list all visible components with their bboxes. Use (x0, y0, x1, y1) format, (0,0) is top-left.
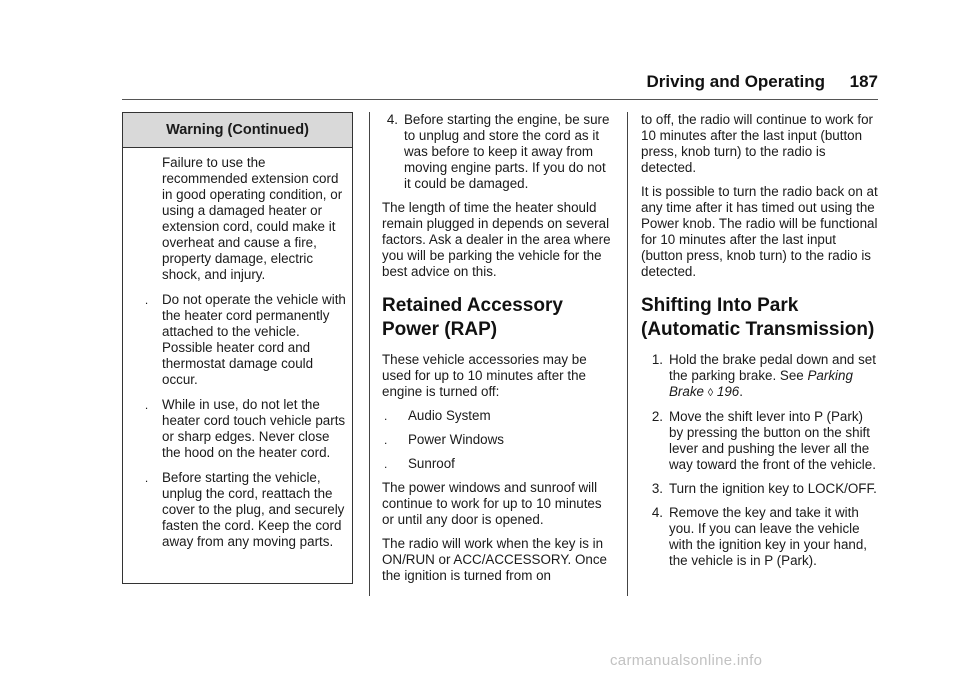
step-text: Before starting the engine, be sure to unplug and store the cord as it was before to keep it away from moving engine parts. If you do not it could be damaged. (404, 112, 610, 191)
park-step (633, 409, 879, 473)
rap-list-item (382, 408, 614, 424)
warning-bullet-text: Before starting the vehicle, unplug the cord, reattach the cover to the plug, and securely fasten the cord. Keep the cord away from any moving parts. (162, 470, 345, 549)
rap-item-text: Sunroof (408, 456, 455, 471)
page-number: 187 (849, 72, 878, 91)
step-body: Hold the brake pedal down and set the parking brake. See (669, 352, 876, 383)
warning-bullet (131, 397, 346, 461)
park-step (633, 481, 879, 497)
rap-heading: Retained Accessory Power (RAP) (382, 295, 563, 340)
warning-bullet-text: While in use, do not let the heater cord touch vehicle parts or sharp edges. Never close the hood on the heater cord. (162, 397, 346, 460)
step-text: Remove the key and take it with you. If you can leave the vehicle with the ignition key in your hand, the vehicle is in P (Park). (669, 505, 868, 568)
watermark: carmanualsonline.info (610, 652, 763, 669)
parking-brake-link[interactable]: Parking Brake (669, 368, 853, 399)
rap-windows-paragraph: The power windows and sunroof will continue to work for up to 10 minutes or until any door is opened. (382, 480, 602, 527)
step-item (368, 112, 614, 192)
step-number: 1. (651, 352, 663, 367)
park-heading: Shifting Into Park (Automatic Transmission) (641, 295, 875, 340)
middle-column (382, 112, 614, 592)
step-text: Turn the ignition key to LOCK/OFF. (669, 481, 877, 496)
warning-body (123, 148, 352, 550)
warning-bullet (131, 470, 346, 550)
park-step (633, 505, 879, 569)
radio-power-knob-paragraph: It is possible to turn the radio back on at any time after it has timed out using the Power knob. The radio will be functional for 10 minutes after the last input (button press, knob turn) to the radio is detected. (641, 184, 878, 279)
rap-radio-paragraph: The radio will work when the key is in ON/RUN or ACC/ACCESSORY. Once the ignition is turned from on (382, 536, 607, 583)
step-number: 2. (651, 409, 663, 424)
warning-bullet (131, 292, 346, 388)
warning-title: Warning (Continued) (123, 113, 352, 148)
bullet-mark: . (384, 433, 388, 447)
rap-intro: These vehicle accessories may be used for up to 10 minutes after the engine is turned off: (382, 352, 587, 399)
section-title: Driving and Operating (646, 72, 825, 91)
header-divider (122, 99, 878, 100)
reference-arrow-icon: ◊ (707, 387, 714, 399)
right-column (641, 112, 879, 577)
bullet-mark: . (144, 398, 149, 412)
bullet-mark: . (144, 471, 149, 485)
column-divider-right (627, 112, 628, 596)
warning-intro: Failure to use the recommended extension cord in good operating condition, or using a damaged heater or extension cord, could make it overheat and cause a fire, property damage, electric shock, and injury. (162, 155, 343, 282)
step-tail: . (739, 384, 743, 399)
step-text (669, 352, 879, 401)
step-text: Move the shift lever into P (Park) by pressing the button on the shift lever and pushing the lever all the way toward the front of the vehicle. (669, 409, 876, 472)
rap-item-text: Audio System (408, 408, 491, 423)
warning-box (122, 112, 353, 584)
step-number: 3. (651, 481, 663, 496)
heater-duration-paragraph: The length of time the heater should remain plugged in depends on several factors. Ask a dealer in the area where you will be parking the vehicle for the best advice on this. (382, 200, 611, 279)
rap-item-text: Power Windows (408, 432, 504, 447)
bullet-mark: . (144, 293, 149, 307)
park-step (633, 352, 879, 401)
bullet-mark: . (384, 409, 388, 423)
rap-list-item (382, 432, 614, 448)
step-number: 4. (386, 112, 398, 127)
bullet-mark: . (384, 457, 388, 471)
rap-list-item (382, 456, 614, 472)
warning-bullet-text: Do not operate the vehicle with the heater cord permanently attached to the vehicle. Possible heater cord and thermostat damage could occur. (162, 292, 346, 387)
reference-page[interactable]: 196 (716, 384, 740, 399)
step-number: 4. (651, 505, 663, 520)
radio-continuation-paragraph: to off, the radio will continue to work for 10 minutes after the last input (button press, knob turn) to the radio is detected. (641, 112, 873, 175)
